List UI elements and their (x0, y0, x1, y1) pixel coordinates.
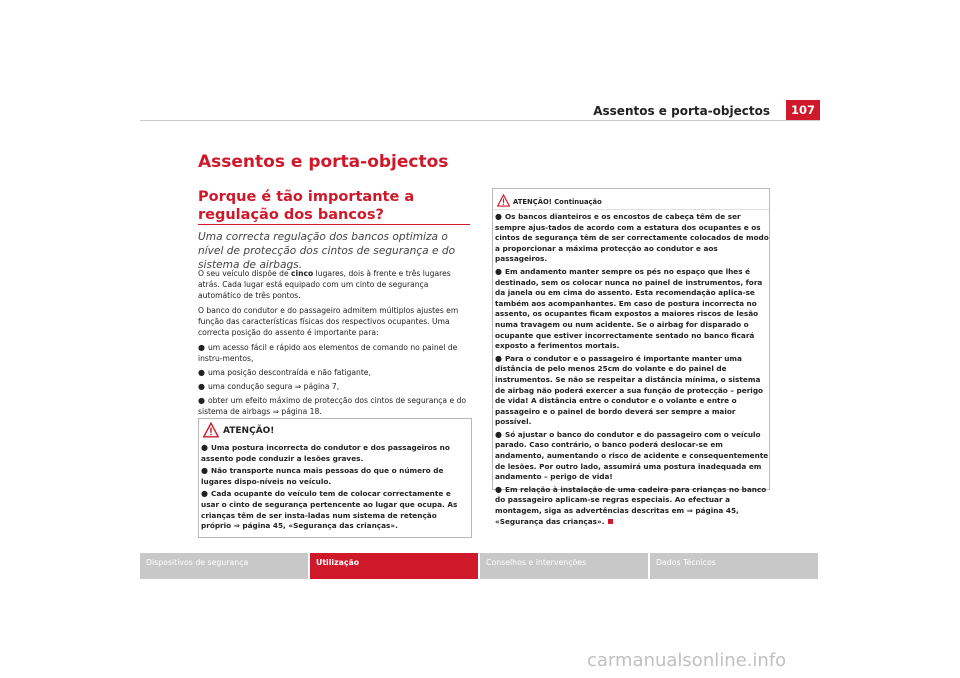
list-item: ● um acesso fácil e rápido aos elementos de comando no painel de instru-mentos, (198, 343, 458, 363)
body-paragraph-2: O banco do condutor e do passageiro admitem múltiplos ajustes em função das características físicas dos respectivos ocupantes. Uma correcta posição do assento é importante para: (198, 306, 459, 337)
section-title: Porque é tão importante a regulação dos bancos? (198, 189, 415, 223)
list-item: ● Só ajustar o banco do condutor e do passageiro com o veículo parado. Caso contrário, o banco poderá deslocar-se em andamento, aumentando o risco de acidente e consequentemente de lesões. Por outro lado, assumirá uma postura inadequada em andamento – perigo de vida! (495, 429, 769, 482)
header-title: Assentos e porta-objectos (593, 104, 770, 118)
tab-dados-tecnicos[interactable]: Dados Técnicos (650, 553, 818, 579)
warning-header (199, 419, 471, 441)
warning-divider (493, 209, 769, 210)
warning-triangle-icon (497, 194, 510, 207)
list-item: ● Uma postura incorrecta do condutor e dos passageiros no assento pode conduzir a lesões graves. (201, 443, 450, 463)
body-bullet-list (198, 342, 473, 417)
chapter-title: Assentos e porta-objectos (198, 152, 449, 172)
footer-nav (140, 553, 820, 579)
tab-utilizacao[interactable]: Utilização (310, 553, 478, 579)
page-number: 107 (786, 100, 820, 120)
header-divider (140, 120, 820, 121)
body-paragraph-1: O seu veículo dispõe de cinco lugares, dois à frente e três lugares atrás. Cada lugar está equipado com um cinto de segurança automático de três pontos. (198, 269, 451, 300)
list-item: ● Em andamento manter sempre os pés no espaço que lhes é destinado, sem os colocar nunca no painel de instrumentos, fora da janela ou em cima do assento. Esta recomendação aplica-se também aos acompanhantes. Em caso de postura incorrecta no assento, os ocupantes ficam expostos a maiores riscos de lesão numa travagem ou num acidente. Se o airbag for disparado o ocupante que estiver incorrectamente sentado no banco ficará exposto a ferimentos mortais. (495, 266, 763, 351)
list-item: ● Para o condutor e o passageiro é importante manter uma distância de pelo menos 25cm do volante e do painel de instrumentos. Se não se respeitar a distância mínima, o sistema de airbag não poderá exercer a sua função de protecção – perigo de vida! A distância entre o condutor e o volante e entre o passageiro e o painel de bordo deverá ser sempre a maior possível. (495, 353, 764, 427)
tab-dispositivos-de-seguranca[interactable]: Dispositivos de segurança (140, 553, 308, 579)
warning-title: ATENÇÃO! Continuação (513, 198, 602, 206)
warning-triangle-icon (203, 422, 219, 438)
list-item: ● Os bancos dianteiros e os encostos de cabeça têm de ser sempre ajus-tados de acordo com a estatura dos ocupantes e os cintos de segurança têm de ser correctamente colocados de modo a proporcionar a máxima protecção ao condutor e aos passageiros. (495, 212, 769, 264)
list-item: ● uma condução segura ⇒ página 7, (198, 382, 340, 391)
warning-title: ATENÇÃO! (223, 426, 275, 436)
tab-conselhos-e-intervencoes[interactable]: Conselhos e intervenções (480, 553, 648, 579)
list-item: ● uma posição descontraída e não fatigante, (198, 368, 371, 377)
warning-box (198, 418, 472, 538)
watermark: carmanualsonline.info (587, 650, 787, 671)
section-end-marker (608, 519, 613, 524)
warning-list (201, 443, 469, 534)
section-divider (198, 224, 470, 225)
lead-text: Uma correcta regulação dos bancos optimiza o nível de protecção dos cintos de segurança e do sistema de airbags. (198, 231, 456, 271)
warning-continuation-box (492, 188, 770, 526)
list-item: ● Em relação à instalação de uma cadeira para crianças no banco do passageiro aplicam-se regras especiais. Ao efectuar a montagem, siga as advertências descritas em ⇒ página 45, «Segurança das crianças». (495, 484, 767, 526)
body-text (198, 268, 473, 420)
list-item: ● Cada ocupante do veículo tem de colocar correctamente e usar o cinto de segurança pertencente ao lugar que ocupa. As crianças têm de ser insta-ladas num sistema de retenção próprio ⇒ página 45, «Segurança das crianças». (201, 489, 458, 531)
warning-list (495, 212, 769, 529)
list-item: ● Não transporte nunca mais pessoas do que o número de lugares dispo-níveis no veículo. (201, 466, 444, 486)
list-item: ● obter um efeito máximo de protecção dos cintos de segurança e do sistema de airbags ⇒ página 18. (198, 396, 467, 416)
